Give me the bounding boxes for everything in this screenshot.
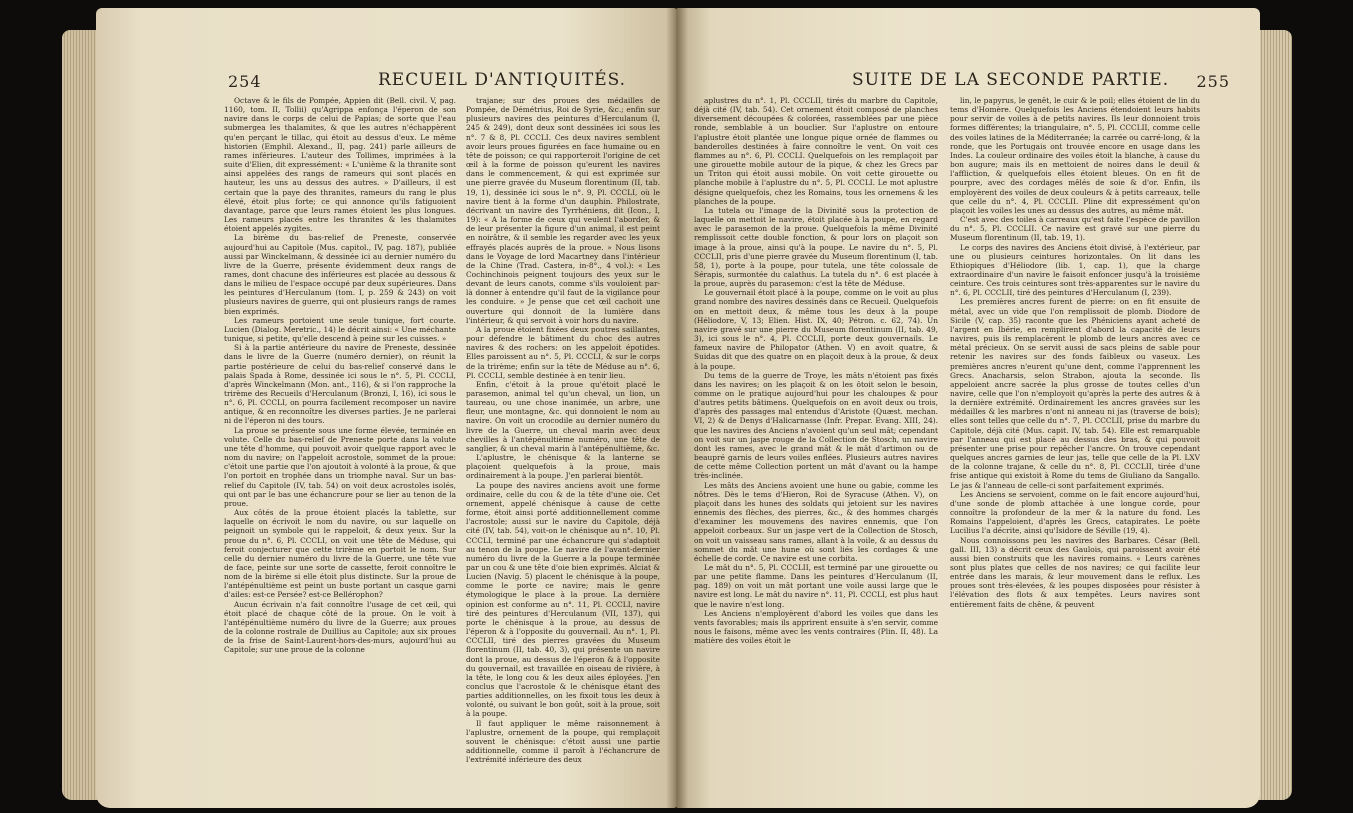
paragraph: Enfin, c'étoit à la proue qu'étoit placé le parasemon, animal tel qu'un cheval, un lion, un taureau, ou une chose inanimée, un arbre, une fleur, une montagne, &c. qui donnoient le nom au navire. On voit un crocodile au dernier numéro du livre de la Guerre, un cheval marin avec deux chevilles à l'antépénultième numéro, une tête de sanglier, & un cheval marin à l'antépénultième, &c.	[466, 379, 660, 453]
paragraph: Les rameurs portoient une seule tunique, fort courte. Lucien (Dialog. Meretric., 14) le décrit ainsi: « Une méchante tunique, si petite, qu'elle descend à peine sur les cuisses. »	[224, 315, 456, 344]
paragraph: Le corps des navires des Anciens étoit divisé, à l'extérieur, par une ou plusieurs ceintures horizontales. On lit dans les Ethiopiques d'Héliodore (lib. 1, cap. 1), que la charge extraordinaire d'un navire le faisoit enfoncer jusqu'à la troisième ceinture. Ces trois ceintures sont très-apparentes sur le navire du n°. 6, Pl. CCCLII, tiré des peintures d'Herculanum (I, 239).	[950, 242, 1200, 298]
paragraph: La birème du bas-relief de Preneste, conservée aujourd'hui au Capitole (Mus. capitol., IV, pag. 187), publiée aussi par Winckelmann, & dessinée ici au dernier numéro du livre de la Guerre, présente évidemment deux rangs de rames, dont chacune des inférieures est placée au dessous & dans le milieu de l'espace occupé par deux supérieures. Dans les peintures d'Herculanum (tom. I, p. 259 & 243) on voit plusieurs navires de guerre, qui ont plusieurs rangs de rames bien exprimés.	[224, 233, 456, 316]
page-number: 255	[1196, 72, 1230, 91]
paragraph: La proue se présente sous une forme élevée, terminée en volute. Celle du bas-relief de Preneste porte dans la volute une tête d'homme, qui pouvoit avoir quelque rapport avec le nom du navire; on l'appeloit acrostole, sommet de la proue: c'étoit une partie que l'on ajoutoit à volonté à la proue, & que l'on portoit en trophée dans un triomphe naval. Sur un bas-relief du Capitole (IV, tab. 54) on voit deux acrostoles isolés, qui ont par le bas une échancrure pour se lier au tenon de la proue.	[224, 425, 456, 508]
paragraph: lin, le papyrus, le genêt, le cuir & le poil; elles étoient de lin du tems d'Homère. Quelquefois les Anciens étendoient leurs habits pour servir de voiles à de petits navires. Ils leur donnoient trois formes différentes; la triangulaire, n°. 5, Pl. CCCLII, comme celle des voiles latines de la Méditerranée; la carrée ou carré-long, & la ronde, que les Portugais ont trouvée encore en usage dans les Indes. La couleur ordinaire des voiles étoit la blanche, à cause du bon augure; mais ils en mettoient de noires dans le deuil & l'affliction, & quelquefois elles étoient bleues. On en fit de pourpre, avec des cordages mêlés de soie & d'or. Enfin, ils employèrent des voiles de deux couleurs & à petits carreaux, telle que celle du n°. 4, Pl. CCCLII. Pline dit expressément qu'on plaçoit les voiles les unes au dessus des autres, au même mât.	[950, 96, 1200, 215]
text-column-1	[224, 96, 456, 796]
book-gutter	[666, 8, 688, 808]
right-page	[676, 8, 1260, 808]
paragraph: Du tems de la guerre de Troye, les mâts n'étoient pas fixés dans les navires; on les plaçoit & on les ôtoit selon le besoin, comme on le pratique aujourd'hui pour les chaloupes & pour d'autres petits bâtimens. Quelquefois on en avoit deux ou trois, d'après des passages mal entendus d'Aristote (Quæst. mechan. VI, 2) & de Denys d'Halicarnasse (Infr. Prepar. Evang. XIII, 24). que les navires des Anciens n'avoient qu'un seul mât; cependant on voit sur un jaspe rouge de la Collection de Stosch, un navire dont les rames, avec le grand mât & le mât d'artimon ou de beaupré garnis de leurs voiles enflées. Plusieurs autres navires de cette même Collection portent un mât d'avant ou la hampe très-inclinée.	[694, 370, 938, 481]
text-column-1	[694, 96, 938, 796]
paragraph: Les Anciens se servoient, comme on le fait encore aujourd'hui, d'une sonde de plomb attachée à une longue corde, pour connoître la profondeur de la mer & la nature du fond. Les Romains l'appeloient, d'après les Grecs, catapirates. Le poète Lucilius l'a décrite, ainsi qu'Isidore de Séville (19, 4).	[950, 489, 1200, 536]
paragraph: La tutela ou l'image de la Divinité sous la protection de laquelle on mettoit le navire, étoit placée à la poupe, en regard avec le parasemon de la proue. Quelquefois la même Divinité remplissoit cette double fonction, & pour lors on plaçoit son image à la proue, ainsi qu'à la poupe. Le navire du n°. 5, Pl. CCCLII, pris d'une pierre gravée du Museum florentinum (I, tab. 58, 1), porte à la poupe, pour tutela, une tête colossale de Sérapis, surmontée du calathus. La tutela du n°. 6 est placée à la proue, auprès du parasemon: c'est la tête de Méduse.	[694, 205, 938, 289]
left-page	[96, 8, 676, 808]
right-page-edges	[1258, 30, 1292, 800]
paragraph: aplustres du n°. 1, Pl. CCCLII, tirés du marbre du Capitole, déjà cité (IV, tab. 54). Cet ornement étoit composé de planches diversement découpées & colorées, rassemblées par une pièce ronde, semblable à un bouclier. Sur l'aplustre on entoure l'aplustre étoit plantée une longue pique ornée de flammes ou banderolles destinées à faire connoître le vent. On voit ces flammes au n°. 6, Pl. CCCLI. Quelquefois on les remplaçoit par une girouette mobile autour de la pique, & chez les Grecs par un Triton qui étoit aussi mobile. On voit cette girouette ou planche mobile à l'aplustre du n°. 5, Pl. CCCLI. Le mot aplustre désigne quelquefois, chez les Romains, tous les ornemens & les planches de la poupe.	[694, 96, 938, 206]
paragraph: Nous connoissons peu les navires des Barbares. César (Bell. gall. III, 13) a décrit ceux des Gaulois, qui paroissent avoir été aussi bien construits que les navires romains. « Leurs carènes sont plus plates que celles de nos navires; ce qui facilite leur entrée dans les marais, & leur mouvement dans le reflux. Les proues sont très-élevées, & les poupes disposées pour résister à l'élévation des flots & aux tempêtes. Leurs navires sont entièrement faits de chêne, & peuvent	[950, 535, 1200, 609]
paragraph: A la proue étoient fixées deux poutres saillantes, pour défendre le bâtiment du choc des autres navires & des rochers: on les appeloit épotides. Elles paroissent au n°. 5, Pl. CCCLI, & sur le corps de la trirème; enfin sur la tête de Méduse au n°. 6, Pl. CCCLI, semble destinée à en tenir lieu.	[466, 324, 660, 380]
paragraph: La poupe des navires anciens avoit une forme ordinaire, celle du cou & de la tête d'une oie. Cet ornement, appelé chénisque à cause de cette forme, étoit ainsi porté additionnellement comme l'acrostole; aussi sur le navire du Capitole, déjà cité (IV, tab. 54), voit-on le chénisque au n°. 10, Pl. CCCLI, terminé par une échancrure qui s'adaptoit au tenon de la poupe. Le navire de l'avant-dernier numéro du livre de la Guerre a la poupe terminée par un cou & une tête d'oie bien exprimés. Alciat & Lucien (Navig. 5) placent le chénisque à la poupe, comme le porte ce navire; mais le genre étymologique le place à la proue. La dernière opinion est conforme au n°. 11, Pl. CCCLI, navire tiré des peintures d'Herculanum (VII, 137), qui porte le chénisque à la proue, au dessus de l'éperon & à l'opposite du gouvernail. Au n°. 1, Pl. CCCLII, tiré des pierres gravées du Museum florentinum (II, tab. 40, 3), qui présente un navire dont la proue, au dessus de l'éperon & à l'opposite du gouvernail, est travaillée en oiseau de rivière, à la tête, le long cou & les deux ailes éployées. J'en conclus que l'acrostole & le chénisque étant des parties additionnelles, on les fixoit tous les deux à volonté, ou suivant le bon goût, soit à la proue, soit à la poupe.	[466, 480, 660, 719]
running-title: RECUEIL D'ANTIQUITÉS.	[378, 70, 627, 90]
left-page-header	[96, 70, 676, 94]
paragraph: Les mâts des Anciens avoient une hune ou gabie, comme les nôtres. Dès le tems d'Hieron, Roi de Syracuse (Athen. V), on plaçoit dans les hunes des soldats qui jetoient sur les navires ennemis des flèches, des pierres, &c., & des hommes chargés d'examiner les mouvemens des navires ennemis, que l'on appeloit corbeaux. Sur un jaspe vert de la Collection de Stosch, on voit un vaisseau sans rames, allant à la voile, & au dessus du sommet du mât une hune où sont liés les cordages & une échelle de corde. Ce navire est une corbita.	[694, 480, 938, 563]
paragraph: Les premières ancres furent de pierre: on en fit ensuite de métal, avec un vide que l'on remplissoit de plomb. Diodore de Sicile (V, cap. 35) raconte que les Phéniciens ayant acheté de l'argent en Ibérie, en remplirent d'abord la capacité de leurs navires, puis ils remplacèrent le plomb de leurs ancres avec ce métal précieux. On se servit aussi de sacs pleins de sable pour retenir les navires sur des fonds faibleux ou vaseux. Les premières ancres n'eurent qu'une dent, comme l'apprennent les Grecs. Anacharsis, selon Strabon, ajouta la seconde. Ils appeloient ancre sacrée la plus grosse de toutes celles d'un navire, celle que l'on n'employoit qu'après la perte des autres & à la dernière extrémité. Ordinairement les ancres gravées sur les médailles & les marbres n'ont ni anneau ni jas (traverse de bois); elles sont telles que celle du n°. 7, Pl. CCCLII, prise du marbre du Capitole, déjà cité (Mus. capit. IV, tab. 54). Elle est remarquable par l'anneau qui est placé au dessus des bras, & qui pouvoit présenter une prise pour repêcher l'ancre. On trouve cependant quelques ancres garnies de leur jas, telle que celle de la Pl. LXV de la colonne trajane, & celle du n°. 8, Pl. CCCLII, tirée d'une frise antique qui existoit à Rome du tems de Giuliano da Sangallo. Le jas & l'anneau de celle-ci sont parfaitement exprimés.	[950, 297, 1200, 490]
running-title: SUITE DE LA SECONDE PARTIE.	[852, 70, 1170, 90]
left-page-edges	[62, 30, 98, 800]
paragraph: Il faut appliquer le même raisonnement à l'aplustre, ornement de la poupe, qui remplaçoit souvent le chénisque: c'étoit aussi une partie additionnelle, comme il paroît à l'échancrure de l'extrémité inférieure des deux	[466, 718, 660, 765]
page-number: 254	[228, 72, 262, 91]
paragraph: trajane; sur des proues des médailles de Pompée, de Démétrius, Roi de Syrie, &c.; enfin sur plusieurs navires des peintures d'Herculanum (I, 245 & 249), dont deux sont dessinées ici sous les n°. 7 & 8, Pl. CCCLI. Ces deux navires semblent avoir leurs proues figurées en face humaine ou en tête de poisson; ce qui rapporteroit l'origine de cet œil à la forme de poisson qu'eurent les navires dans le commencement, & qui est exprimée sur une pierre gravée du Museum florentinum (II, tab. 19, 1), dessinée ici sous le n°. 9, Pl. CCCLI, où le navire tient à la forme d'un dauphin. Philostrate, décrivant un navire des Tyrrhéniens, dit (Icon., I, 19): « A la forme de ceux qui veulent l'aborder, & de leur présenter la figure d'un animal, il est peint en noirâtre, & il semble les regarder avec les yeux effrayés placés auprès de la proue. » Nous lisons dans le Voyage de lord Macartney dans l'intérieur de la Chine (Trad. Castera, in-8°., 4 vol.): « Les Cochinchinois peignent toujours des yeux sur le devant de leurs canots, comme s'ils vouloient par-là donner à entendre qu'il faut de la vigilance pour les conduire. » Je pense que cet œil cachoit une ouverture qui donnoit de la lumière dans l'intérieur, & qui servoit à voir hors du navire.	[466, 96, 660, 325]
paragraph: L'aplustre, le chénisque & la lanterne se plaçoient quelquefois à la proue, mais ordinairement à la poupe. J'en parlerai bientôt.	[466, 453, 660, 481]
paragraph: Aucun écrivain n'a fait connoître l'usage de cet œil, qui étoit placé de chaque côté de la proue. On le voit à l'antépénultième numéro du livre de la Guerre; aux proues de la colonne rostrale de Duillius au Capitole; aux six proues de la frise de Saint-Laurent-hors-des-murs, aujourd'hui au Capitole; sur une proue de la colonne	[224, 599, 456, 655]
paragraph: Le mât du n°. 5, Pl. CCCLII, est terminé par une girouette ou par une petite flamme. Dans les peintures d'Herculanum (II, pag. 189) on voit un mât portant une voile aussi large que le navire est long. Le mât du navire n°. 11, Pl. CCCLI, est plus haut que le navire n'est long.	[694, 562, 938, 609]
paragraph: Si à la partie antérieure du navire de Preneste, dessinée dans le livre de la Guerre (numéro dernier), on réunit la partie postérieure de celui du bas-relief conservé dans le palais Spada à Rome, dessinée ici sous le n°. 5, Pl. CCCLI, d'après Winckelmann (Mon. ant., 116), & si l'on rapproche la trirème des Recueils d'Herculanum (Bronzi, I, 16), ici sous le n°. 6, Pl. CCCLI, on pourra facilement recomposer un navire antique, & en reconnoître les diverses parties. Je ne parlerai ni de l'éperon ni des tours.	[224, 343, 456, 426]
paragraph: Le gouvernail étoit placé à la poupe, comme on le voit au plus grand nombre des navires dessinés dans ce Recueil. Quelquefois on en mettoit deux, & même tous les deux à la poupe (Héliodore, V, 13; Elien. Hist. IX, 40; Pétron. c. 62, 74). Un navire gravé sur une pierre du Museum florentinum (II, tab. 49, 3), ici sous le n°. 4, Pl. CCCLII, porte deux gouvernails. Le fameux navire de Philopator (Athen. V) en avoit quatre, & Suidas dit que des quatre on en plaçoit deux à la proue, & deux à la poupe.	[694, 288, 938, 371]
paragraph: Les Anciens n'employèrent d'abord les voiles que dans les vents favorables; mais ils apprirent ensuite à s'en servir, comme nous le faisons, même avec les vents contraires (Plin. II, 48). La matière des voiles étoit le	[694, 608, 938, 646]
paragraph: C'est avec des toiles à carreaux qu'est faite l'espèce de pavillon du n°. 5, Pl. CCCLII. Ce navire est gravé sur une pierre du Museum florentinum (II, tab. 19, 1).	[950, 215, 1200, 243]
paragraph: Aux côtés de la proue étoient placés la tablette, sur laquelle on écrivoit le nom du navire, ou sur laquelle on peignoit un symbole qui le rappeloit, & deux yeux. Sur la proue du n°. 6, Pl. CCCLI, on voit une tête de Méduse, qui feroit conjecturer que cette trirème en portoit le nom. Sur celle du dernier numéro du livre de la Guerre, une tête vue de face, peinte sur une sorte de cassette, feroit connoître le nom de la birème si elle étoit plus distincte. Sur la proue de l'antépénultième est peint un buste portant un casque garni d'ailes: est-ce Persée? est-ce Bellérophon?	[224, 508, 456, 600]
paragraph: Octave & le fils de Pompée, Appien dit (Bell. civil. V, pag. 1160, tom. II, Tollii) qu'Agrippa enfonça l'éperon de son navire dans le corps de celui de Papias; de sorte que l'eau submergea les thalamites, & que les autres n'échappèrent qu'en perçant le tillac, qui étoit au dessus d'eux. Le même historien (Emphil. Alexand., II, pag. 241) parle ailleurs de rames inférieures. L'auteur des Tollimes, imprimées à la suite d'Elien, dit expressément: « L'unième & la thranite sont ainsi appelées des rangs de rameurs qui sont placés en hauteur, les uns au dessus des autres. » D'ailleurs, il est certain que la paye des thranites, rameurs du rang le plus élevé, étoit plus forte; ce qui annonce qu'ils fatiguoient davantage, parce que leurs rames étoient les plus longues. Les rameurs placés entre les thranites & les thalamites étoient appelés zygites.	[224, 96, 456, 234]
text-column-2	[466, 96, 660, 796]
right-page-header	[676, 70, 1260, 94]
text-column-2	[950, 96, 1200, 796]
